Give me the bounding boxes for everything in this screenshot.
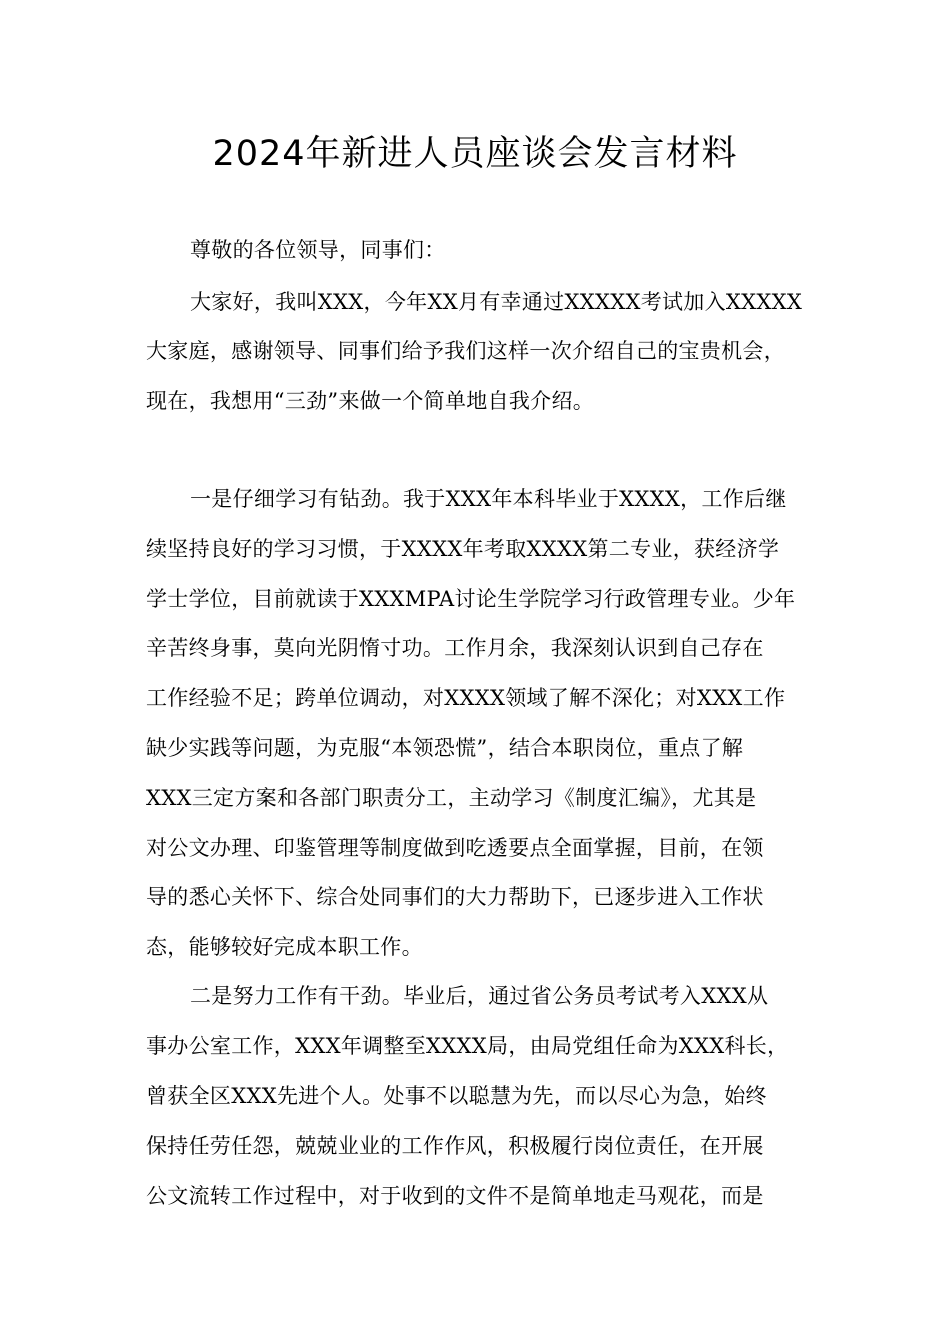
- paragraph-line: 一是仔细学习有钻劲。我于XXX年本科毕业于XXXX，工作后继: [190, 487, 787, 511]
- paragraph-line: 缺少实践等问题，为克服“本领恐慌”，结合本职岗位，重点了解: [146, 736, 744, 760]
- paragraph-line: 事办公室工作，XXX年调整至XXXX局，由局党组任命为XXX科长，: [146, 1034, 789, 1058]
- paragraph-line: 现在，我想用“三劲”来做一个简单地自我介绍。: [146, 389, 595, 413]
- salutation: 尊敬的各位领导，同事们：: [190, 238, 446, 262]
- paragraph-line: 对公文办理、印鉴管理等制度做到吃透要点全面掌握，目前，在领: [146, 836, 764, 860]
- paragraph-line: 保持任劳任怨，兢兢业业的工作作风，积极履行岗位责任，在开展: [146, 1134, 764, 1158]
- paragraph-line: 工作经验不足；跨单位调动，对XXXX领域了解不深化；对XXX工作: [146, 686, 786, 710]
- document-title: 2024年新进人员座谈会发言材料: [212, 134, 738, 174]
- paragraph-line: 大家庭，感谢领导、同事们给予我们这样一次介绍自己的宝贵机会，: [146, 339, 785, 363]
- paragraph-line: 学士学位，目前就读于XXXMPA讨论生学院学习行政管理专业。少年: [146, 587, 796, 611]
- paragraph-line: 态，能够较好完成本职工作。: [146, 935, 423, 959]
- paragraph-line: 公文流转工作过程中，对于收到的文件不是简单地走马观花，而是: [146, 1184, 764, 1208]
- paragraph-line: 导的悉心关怀下、综合处同事们的大力帮助下，已逐步进入工作状: [146, 885, 764, 909]
- paragraph-line: 曾获全区XXX先进个人。处事不以聪慧为先，而以尽心为急，始终: [146, 1084, 767, 1108]
- paragraph-line: 二是努力工作有干劲。毕业后，通过省公务员考试考入XXX从: [190, 984, 769, 1008]
- paragraph-line: 大家好，我叫XXX，今年XX月有幸通过XXXXX考试加入XXXXX: [190, 290, 803, 314]
- paragraph-line: 辛苦终身事，莫向光阴惰寸功。工作月余，我深刻认识到自己存在: [146, 636, 764, 660]
- paragraph-line: XXX三定方案和各部门职责分工，主动学习《制度汇编》，尤其是: [146, 786, 757, 810]
- paragraph-line: 续坚持良好的学习习惯，于XXXX年考取XXXX第二专业，获经济学: [146, 537, 780, 561]
